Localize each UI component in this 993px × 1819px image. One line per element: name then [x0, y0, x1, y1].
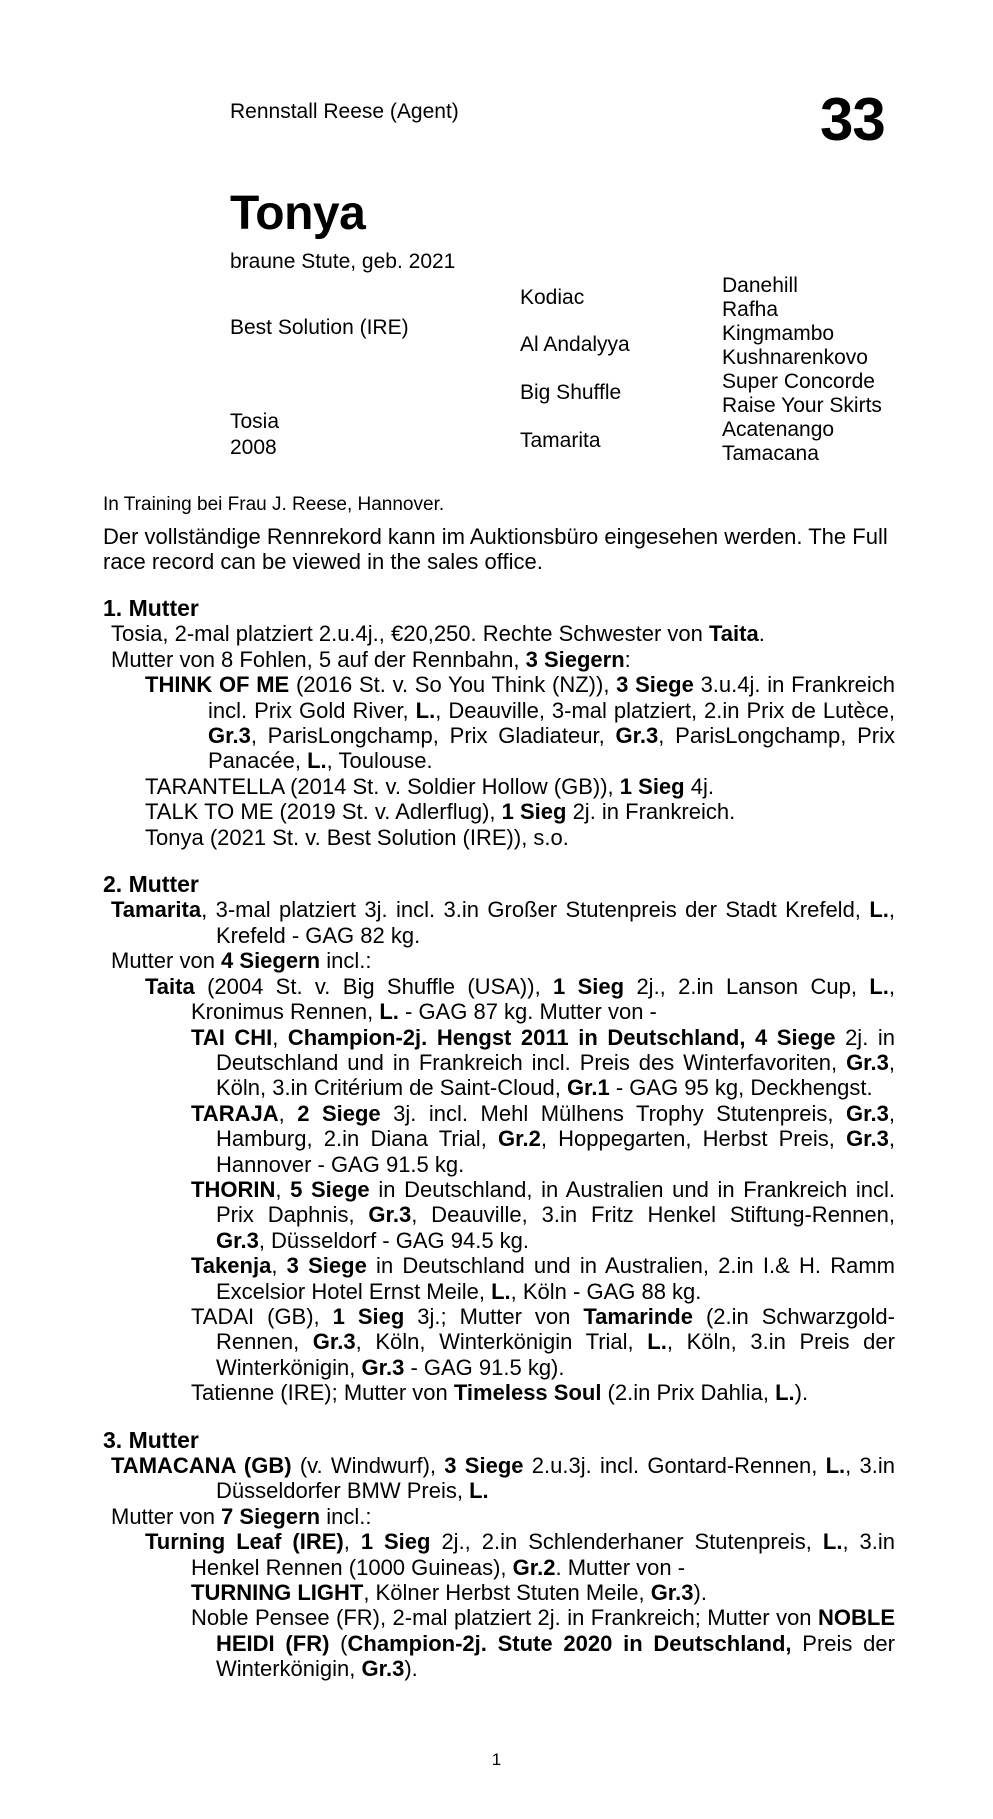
pedigree-gg-2: Rafha — [722, 298, 779, 321]
race-record-note: Der vollständige Rennrekord kann im Auktionsbüro eingesehen werden. The Full race record can be viewed in the sales office. — [103, 524, 888, 574]
s3-foal-turning-leaf: Turning Leaf (IRE), 1 Sieg 2j., 2.in Schlenderhaner Stutenpreis, L., 3.in Henkel Rennen (1000 Guineas), Gr.2. Mutter von - — [145, 1529, 895, 1580]
s2-grandfoal-takenja: Takenja, 3 Siege in Deutschland und in Australien, 2.in I.& H. Ramm Excelsior Hotel Ernst Meile, L., Köln - GAG 88 kg. — [191, 1253, 895, 1304]
s2-grandfoal-tadai: TADAI (GB), 1 Sieg 3j.; Mutter von Tamarinde (2.in Schwarzgold-Rennen, Gr.3, Köln, Winterkönigin Trial, L., Köln, 3.in Preis der Winterkönigin, Gr.3 - GAG 91.5 kg). — [191, 1303, 895, 1380]
s1-foal-think-of-me: THINK OF ME (2016 St. v. So You Think (NZ)), 3 Siege 3.u.4j. in Frankreich incl. Prix Gold River, L., Deauville, 3-mal platziert, 2.in Prix de Lutèce, Gr.3, ParisLongchamp, Prix Gladiateur, Gr.3, ParisLongchamp, Prix Panacée, L., Toulouse. — [145, 672, 896, 774]
s1-foal-tarantella: TARANTELLA (2014 St. v. Soldier Hollow (GB)), 1 Sieg 4j. — [145, 773, 714, 799]
pedigree-granddam-2: Tamarita — [520, 429, 601, 452]
dam-line-body — [103, 596, 895, 1682]
pedigree-sire: Best Solution (IRE) — [230, 316, 409, 339]
pedigree-gg-1: Danehill — [722, 274, 798, 297]
s1-dam: Tosia, 2-mal platziert 2.u.4j., €20,250. Rechte Schwester von Taita. — [111, 621, 765, 647]
pedigree-gg-8: Tamacana — [722, 442, 819, 465]
pedigree-granddam-1: Al Andalyya — [520, 333, 630, 356]
section-3-title: 3. Mutter — [103, 1426, 199, 1453]
s2-produce-summary: Mutter von 4 Siegern incl.: — [111, 948, 372, 974]
pedigree-grandsire-1: Kodiac — [520, 286, 585, 309]
s3-grandfoal-turning-light: TURNING LIGHT, Kölner Herbst Stuten Meile, Gr.3). — [191, 1580, 707, 1606]
s2-grandfoal-taraja: TARAJA, 2 Siege 3j. incl. Mehl Mülhens Trophy Stutenpreis, Gr.3, Hamburg, 2.in Diana Trial, Gr.2, Hoppegarten, Herbst Preis, Gr.3, Hannover - GAG 91.5 kg. — [191, 1100, 895, 1177]
pedigree-gg-5: Super Concorde — [722, 370, 875, 393]
s1-foal-talk-to-me: TALK TO ME (2019 St. v. Adlerflug), 1 Sieg 2j. in Frankreich. — [145, 799, 736, 825]
pedigree-grandsire-2: Big Shuffle — [520, 381, 622, 404]
pedigree-dam-year: 2008 — [230, 436, 277, 459]
s2-grandfoal-thorin: THORIN, 5 Siege in Deutschland, in Australien und in Frankreich incl. Prix Daphnis, Gr.3, Deauville, 3.in Fritz Henkel Stiftung-Rennen, Gr.3, Düsseldorf - GAG 94.5 kg. — [191, 1176, 895, 1253]
pedigree-dam: Tosia — [230, 410, 280, 433]
s2-foal-taita: Taita (2004 St. v. Big Shuffle (USA)), 1 Sieg 2j., 2.in Lanson Cup, L., Kronimus Rennen, L. - GAG 87 kg. Mutter von - — [145, 973, 895, 1025]
pedigree-gg-4: Kushnarenkovo — [722, 346, 868, 369]
training-note: In Training bei Frau J. Reese, Hannover. — [103, 494, 445, 515]
s2-dam: Tamarita, 3-mal platziert 3j. incl. 3.in Großer Stutenpreis der Stadt Krefeld, L., Krefeld - GAG 82 kg. — [111, 897, 895, 948]
consignor: Rennstall Reese (Agent) — [230, 100, 459, 123]
s3-grandfoal-noble-pensee: Noble Pensee (FR), 2-mal platziert 2j. in Frankreich; Mutter von NOBLE HEIDI (FR) (Champion-2j. Stute 2020 in Deutschland, Preis der Winterkönigin, Gr.3). — [191, 1605, 895, 1682]
section-1-title: 1. Mutter — [103, 595, 199, 621]
horse-description: braune Stute, geb. 2021 — [230, 250, 456, 273]
horse-name: Tonya — [230, 187, 366, 240]
s3-dam: TAMACANA (GB) (v. Windwurf), 3 Siege 2.u.3j. incl. Gontard-Rennen, L., 3.in Düsseldorfer BMW Preis, L. — [111, 1453, 896, 1504]
pedigree-gg-3: Kingmambo — [722, 322, 835, 345]
page-number: 1 — [491, 1750, 502, 1769]
s1-produce-summary: Mutter von 8 Fohlen, 5 auf der Rennbahn, 3 Siegern: — [111, 646, 631, 672]
pedigree-gg-7: Acatenango — [722, 418, 835, 441]
lot-number: 33 — [820, 86, 885, 153]
section-2-title: 2. Mutter — [103, 871, 199, 898]
s3-produce-summary: Mutter von 7 Siegern incl.: — [111, 1503, 372, 1529]
s1-foal-tonya: Tonya (2021 St. v. Best Solution (IRE)), s.o. — [145, 824, 569, 850]
pedigree-gg-6: Raise Your Skirts — [722, 394, 882, 417]
s2-grandfoal-tatienne: Tatienne (IRE); Mutter von Timeless Soul (2.in Prix Dahlia, L.). — [191, 1380, 809, 1406]
s2-grandfoal-tai-chi: TAI CHI, Champion-2j. Hengst 2011 in Deutschland, 4 Siege 2j. in Deutschland und in Frankreich incl. Preis des Winterfavoriten, Gr.3, Köln, 3.in Critérium de Saint-Cloud, Gr.1 - GAG 95 kg, Deckhengst. — [191, 1024, 895, 1101]
